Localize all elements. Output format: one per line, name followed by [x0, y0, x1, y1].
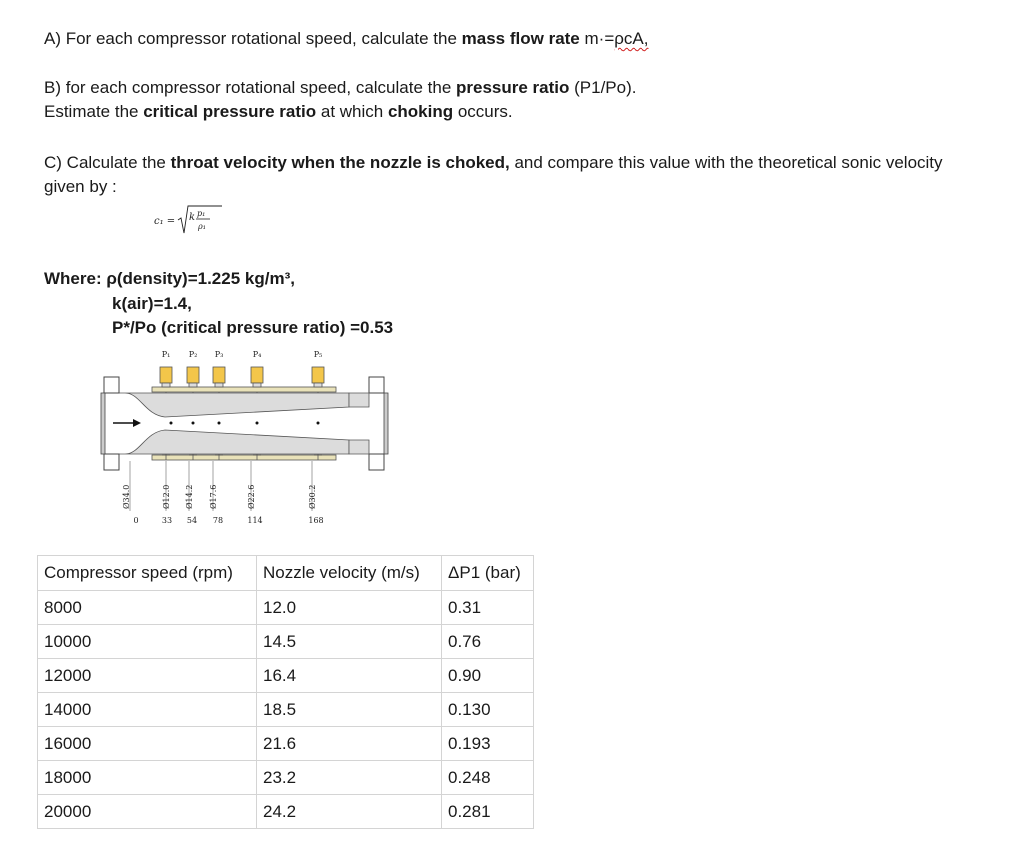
where-density: ρ(density)=1.225 kg/m³,	[106, 269, 295, 288]
question-b-line2-bold1: critical pressure ratio	[143, 102, 317, 121]
flow-arrow	[113, 419, 141, 427]
nozzle-upper-wall	[105, 393, 349, 417]
cell-speed: 12000	[38, 659, 257, 693]
tap-label-p5: P₅	[313, 350, 323, 359]
question-a-formula: m·=	[584, 29, 615, 48]
inlet-flange-top	[104, 377, 119, 393]
question-a-formula-underlined: ρcA,	[614, 29, 649, 48]
table-row	[38, 693, 534, 727]
cell-delta-p1: 0.193	[442, 727, 534, 761]
formula-k: k	[189, 212, 196, 223]
question-b-line2-bold2: choking	[387, 102, 454, 121]
table-row	[38, 625, 534, 659]
question-b-line1-suffix: (P1/Po).	[569, 78, 637, 97]
question-b-line1-prefix: B) for each compressor rotational speed, calculate the	[44, 78, 456, 97]
cell-speed: 10000	[38, 625, 257, 659]
where-k-air: k(air)=1.4,	[112, 294, 192, 313]
where-critical-ratio: P*/Po (critical pressure ratio) =0.53	[112, 318, 394, 337]
outlet-section	[349, 393, 369, 454]
question-c-line1-bold: throat velocity when the nozzle is choked,	[170, 153, 510, 172]
diameter-label-2: Ø14.2	[185, 484, 194, 509]
sonic-velocity-formula	[152, 202, 232, 238]
cell-delta-p1: 0.130	[442, 693, 534, 727]
bottom-rail	[152, 455, 336, 460]
table-row	[38, 795, 534, 829]
question-c	[44, 151, 943, 199]
diameter-label-0: Ø34.0	[122, 484, 131, 509]
cell-delta-p1: 0.248	[442, 761, 534, 795]
cell-delta-p1: 0.31	[442, 591, 534, 625]
measurement-points	[170, 422, 320, 425]
inlet-pipe-end	[101, 393, 105, 454]
question-b-line2-mid: at which	[316, 102, 388, 121]
cell-velocity: 14.5	[257, 625, 442, 659]
formula-denominator: ρ₁	[198, 222, 206, 231]
cell-velocity: 23.2	[257, 761, 442, 795]
table-row	[38, 659, 534, 693]
position-label-2: 54	[186, 516, 198, 525]
data-table	[37, 555, 534, 829]
question-c-line1-suffix: and compare this value with the theoretical sonic velocity	[509, 153, 943, 172]
cell-speed: 18000	[38, 761, 257, 795]
table-row	[38, 761, 534, 795]
diameter-label-1: Ø12.0	[162, 484, 171, 509]
formula-lhs: c₁ =	[154, 216, 176, 227]
question-c-line1	[44, 151, 943, 175]
outlet-flange-top	[369, 377, 384, 393]
position-label-5: 168	[308, 516, 324, 525]
tap-label-p2: P₂	[188, 350, 198, 359]
question-c-line2: given by :	[44, 177, 117, 196]
table-row	[38, 591, 534, 625]
nozzle-lower-wall	[105, 430, 349, 454]
header-nozzle-velocity: Nozzle velocity (m/s)	[257, 556, 442, 591]
tap-label-p1: P₁	[161, 350, 171, 359]
table-header-row	[38, 556, 534, 591]
outlet-pipe-end	[384, 393, 388, 454]
question-a-bold: mass flow rate	[461, 29, 580, 48]
cell-delta-p1: 0.76	[442, 625, 534, 659]
cell-velocity: 24.2	[257, 795, 442, 829]
cell-delta-p1: 0.90	[442, 659, 534, 693]
position-label-1: 33	[161, 516, 173, 525]
position-label-0: 0	[133, 516, 139, 525]
diameter-label-5: Ø30.2	[308, 484, 317, 509]
position-label-3: 78	[212, 516, 224, 525]
tap-label-p3: P₃	[214, 350, 224, 359]
cell-delta-p1: 0.281	[442, 795, 534, 829]
question-a	[44, 27, 648, 51]
cell-velocity: 21.6	[257, 727, 442, 761]
cell-velocity: 18.5	[257, 693, 442, 727]
where-label: Where:	[44, 269, 107, 288]
cell-speed: 14000	[38, 693, 257, 727]
tap-label-p4: P₄	[252, 350, 262, 359]
inlet-flange-bottom	[104, 454, 119, 470]
formula-numerator: p₁	[197, 209, 206, 218]
cell-speed: 8000	[38, 591, 257, 625]
diameter-label-3: Ø17.6	[209, 484, 218, 509]
cell-speed: 20000	[38, 795, 257, 829]
question-b-line1-bold: pressure ratio	[456, 78, 570, 97]
top-rail	[152, 387, 336, 392]
question-c-line1-prefix: C) Calculate the	[44, 153, 171, 172]
question-b-line1	[44, 76, 636, 100]
question-b-line2	[44, 100, 636, 124]
header-compressor-speed: Compressor speed (rpm)	[38, 556, 257, 591]
cell-speed: 16000	[38, 727, 257, 761]
outlet-flange-bottom	[369, 454, 384, 470]
cell-velocity: 16.4	[257, 659, 442, 693]
position-label-4: 114	[247, 516, 263, 525]
where-line1	[44, 267, 295, 291]
question-b-line2-suffix: occurs.	[453, 102, 513, 121]
diameter-label-4: Ø22.6	[247, 484, 256, 509]
question-b-line2-prefix: Estimate the	[44, 102, 144, 121]
question-b	[44, 76, 636, 124]
nozzle-diagram	[95, 343, 395, 533]
header-delta-p1: ΔP1 (bar)	[442, 556, 534, 591]
table-row	[38, 727, 534, 761]
cell-velocity: 12.0	[257, 591, 442, 625]
question-a-prefix: A) For each compressor rotational speed, calculate the	[44, 29, 462, 48]
